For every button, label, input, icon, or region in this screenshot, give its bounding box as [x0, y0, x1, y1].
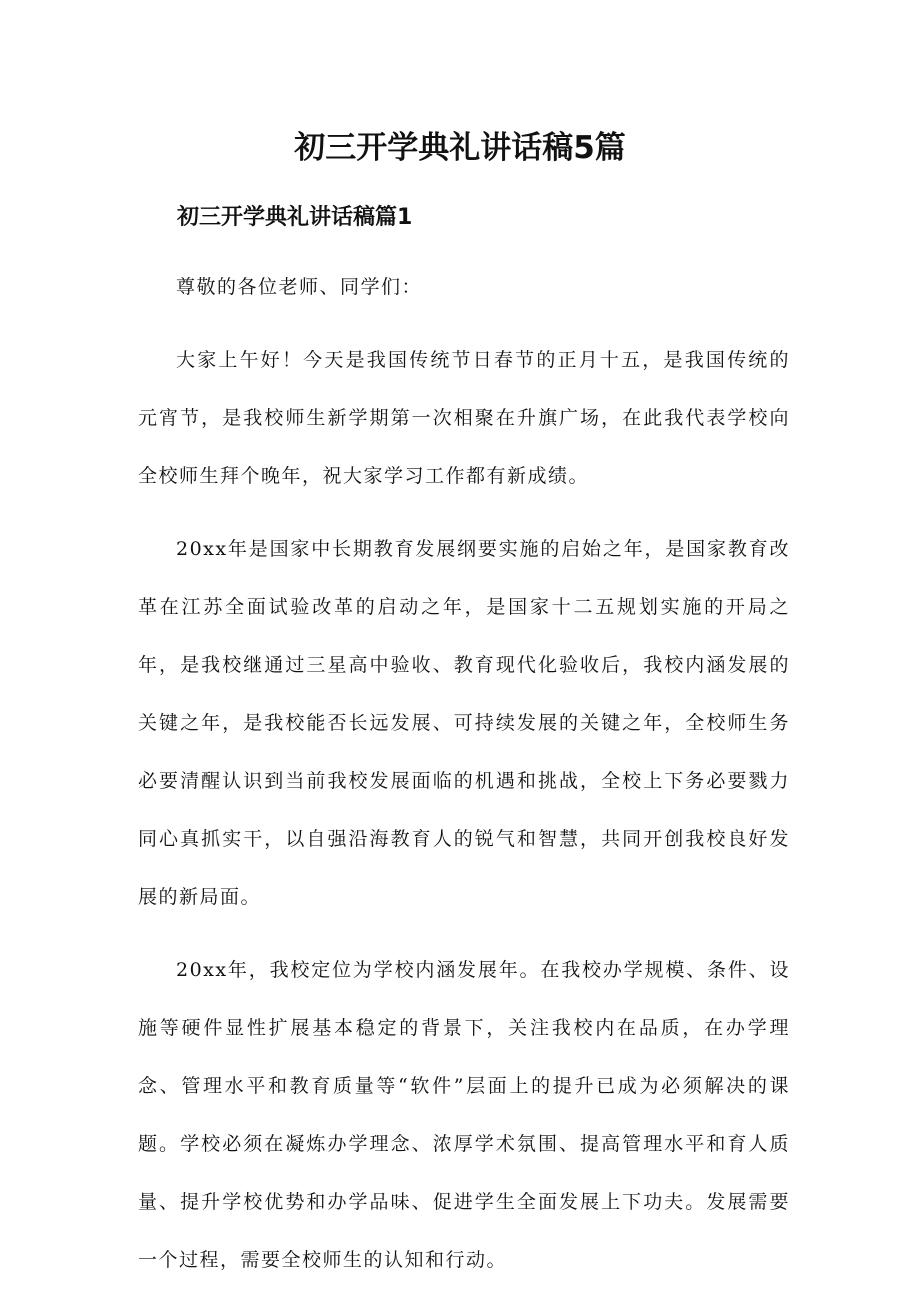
- document-body: [138, 258, 790, 1289]
- section-heading: 初三开学典礼讲话稿篇1: [177, 205, 413, 230]
- document-title: 初三开学典礼讲话稿5篇: [294, 130, 626, 166]
- body-paragraph: 大家上午好！今天是我国传统节日春节的正月十五，是我国传统的元宵节，是我校师生新学期第一次相聚在升旗广场，在此我代表学校向全校师生拜个晚年，祝大家学习工作都有新成绩。: [138, 349, 790, 487]
- body-paragraph: 20xx年，我校定位为学校内涵发展年。在我校办学规模、条件、设施等硬件显性扩展基本稳定的背景下，关注我校内在品质，在办学理念、管理水平和教育质量等“软件”层面上的提升已成为必须解决的课题。学校必须在凝炼办学理念、浓厚学术氛围、提高管理水平和育人质量、提升学校优势和办学品味、促进学生全面发展上下功夫。发展需要一个过程，需要全校师生的认知和行动。: [138, 959, 790, 1271]
- salutation-paragraph: 尊敬的各位老师、同学们：: [176, 276, 423, 298]
- body-paragraph: 20xx年是国家中长期教育发展纲要实施的启始之年，是国家教育改革在江苏全面试验改革的启动之年，是国家十二五规划实施的开局之年，是我校继通过三星高中验收、教育现代化验收后，我校内涵发展的关键之年，是我校能否长远发展、可持续发展的关键之年，全校师生务必要清醒认识到当前我校发展面临的机遇和挑战，全校上下务必要戮力同心真抓实干，以自强沿海教育人的锐气和智慧，共同开创我校良好发展的新局面。: [138, 538, 790, 908]
